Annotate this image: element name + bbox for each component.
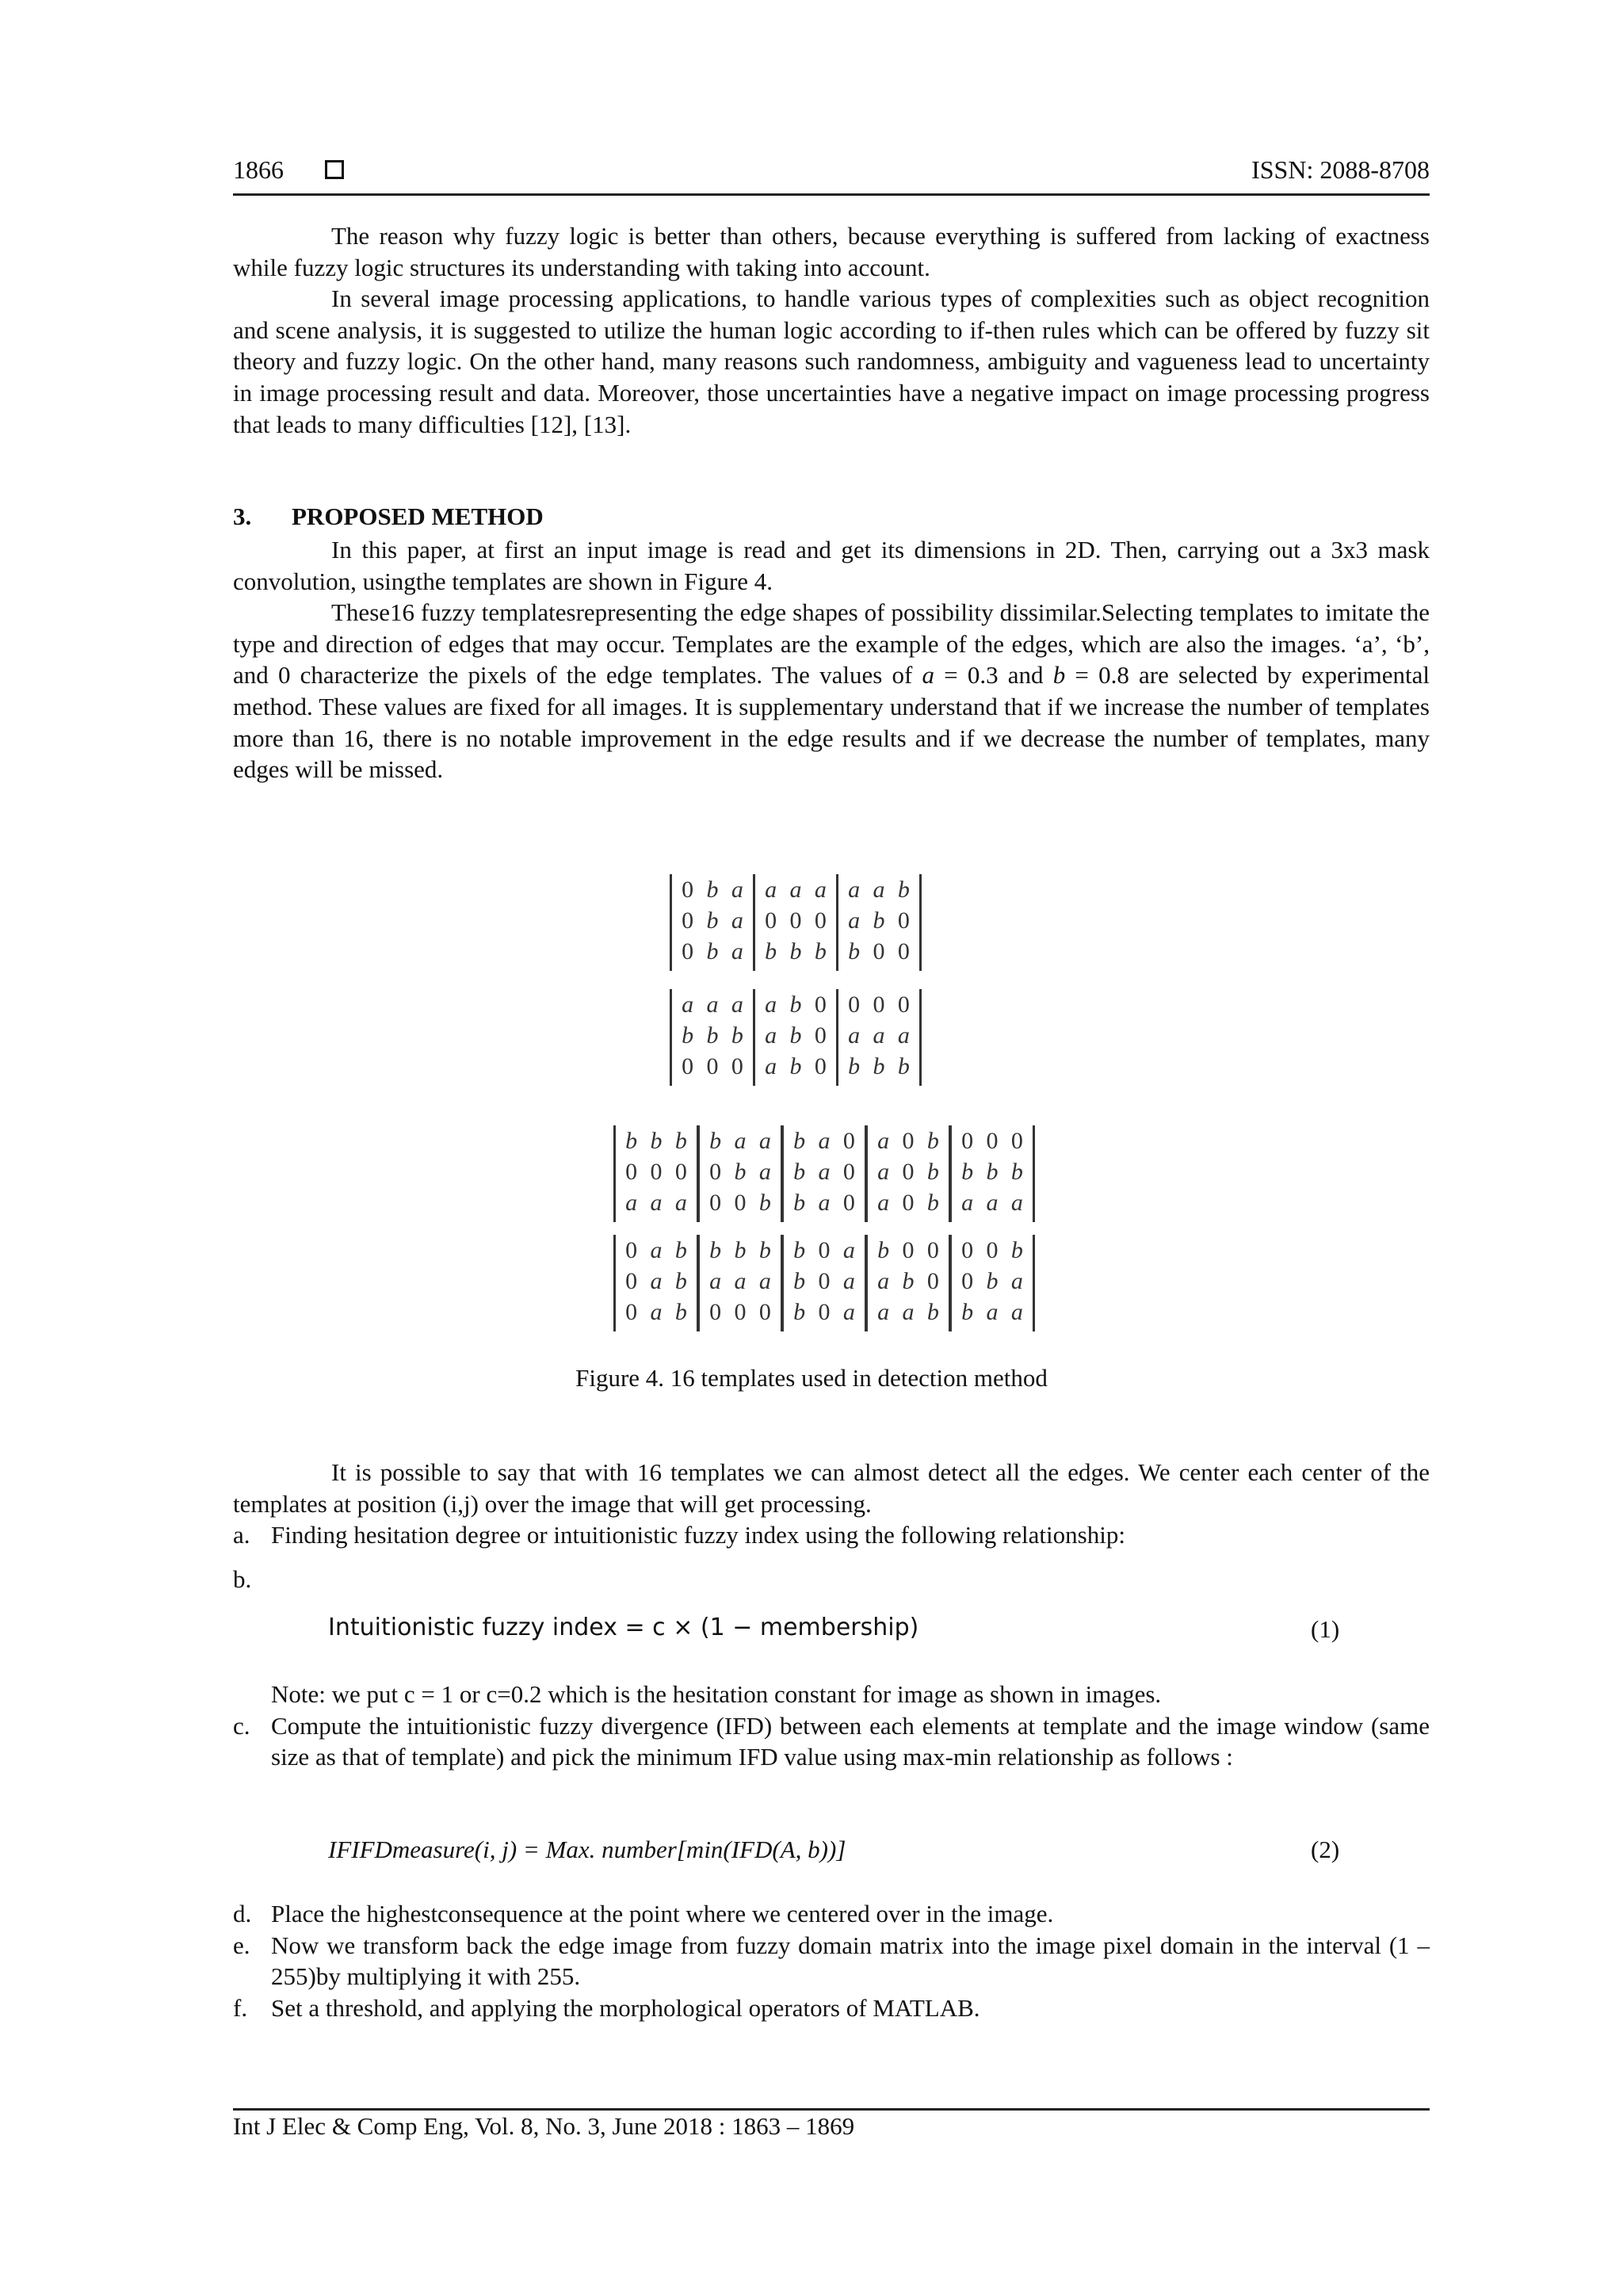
matrix-cell: a	[734, 1127, 747, 1154]
matrix-row	[755, 989, 836, 1020]
matrix-row	[672, 1020, 753, 1051]
matrix-cell: b	[873, 907, 885, 934]
matrix-cell: 0	[682, 938, 694, 965]
matrix-row	[838, 874, 919, 905]
matrix-row	[784, 1187, 865, 1218]
matrix-row	[952, 1235, 1033, 1266]
matrix-cell: a	[731, 876, 743, 903]
matrix-cell: b	[706, 907, 719, 934]
steps-list-top	[233, 1519, 1430, 1595]
matrix-cell: 0	[902, 1236, 915, 1263]
matrix-row	[700, 1156, 781, 1187]
equation-2-number: (2)	[1311, 1836, 1340, 1863]
intro-paragraph-1: The reason why fuzzy logic is better than others, because everything is suffered from lacking of exactness while fuzzy logic structures its understanding with taking into account.	[233, 222, 1430, 281]
matrix-cell: a	[1010, 1189, 1023, 1216]
matrix-cell: 0	[814, 1052, 827, 1079]
matrix-row	[616, 1125, 697, 1156]
matrix-cell: 0	[842, 1127, 855, 1154]
section-paragraph-2	[233, 597, 1430, 785]
matrix-cell: a	[765, 1022, 777, 1049]
matrix-cell: b	[793, 1189, 806, 1216]
matrix-cell: b	[814, 938, 827, 965]
matrix-cell: b	[961, 1158, 974, 1185]
matrix-cell: b	[706, 938, 719, 965]
after-figure-paragraph: It is possible to say that with 16 templates we can almost detect all the edges. We center each center of the templates at position (i,j) over the image that will get processing.	[233, 1458, 1430, 1518]
matrix-row	[838, 989, 919, 1020]
matrix-cell: b	[1010, 1236, 1023, 1263]
section-paragraph-2-end: are selected by experimental method. These values are fixed for all images. It is supplementary understand that if we increase the number of templates more than 16, there is no notable improvement in the edge results and if we decrease the number of templates, many edges will be missed.	[233, 661, 1430, 784]
matrix-cell: b	[789, 991, 802, 1018]
matrix-cell: a	[731, 938, 743, 965]
template-matrix-10	[865, 1125, 951, 1222]
step-e	[233, 1930, 1430, 1992]
matrix-cell: b	[709, 1127, 722, 1154]
matrix-cell: b	[765, 938, 777, 965]
matrix-cell: b	[926, 1189, 939, 1216]
matrix-row	[868, 1297, 949, 1328]
matrix-cell: b	[793, 1267, 806, 1294]
matrix-cell: a	[674, 1189, 687, 1216]
matrix-cell: a	[818, 1127, 831, 1154]
matrix-cell: 0	[758, 1298, 771, 1325]
template-matrix-7	[613, 1125, 699, 1222]
matrix-cell: a	[682, 991, 694, 1018]
matrix-cell: 0	[902, 1158, 915, 1185]
matrix-cell: 0	[814, 991, 827, 1018]
intro-text	[233, 220, 1430, 440]
equation-1: Intuitionistic fuzzy index = c × (1 − membership)	[328, 1614, 919, 1641]
template-matrix-6	[836, 989, 922, 1086]
matrix-cell: a	[986, 1189, 999, 1216]
intro-paragraph-2: In several image processing applications, to handle various types of complexities such as object recognition and scene analysis, it is suggested to utilize the human logic according to if-then rules which can be offered by fuzzy sit theory and fuzzy logic. On the other hand, many reasons such randomness, ambiguity and vagueness lead to uncertainty in image processing result and data. Moreover, those uncertainties have a negative impact on image processing progress that leads to many difficulties [12], [13].	[233, 285, 1430, 438]
matrix-cell: b	[706, 1022, 719, 1049]
matrix-row	[755, 905, 836, 936]
matrix-cell: b	[706, 876, 719, 903]
matrix-cell: a	[897, 1022, 910, 1049]
matrix-cell: b	[789, 1052, 802, 1079]
matrix-cell: 0	[814, 907, 827, 934]
matrix-cell: b	[789, 938, 802, 965]
matrix-cell: b	[758, 1236, 771, 1263]
matrix-cell: 0	[814, 1022, 827, 1049]
matrix-row	[616, 1297, 697, 1328]
matrix-cell: 0	[897, 991, 910, 1018]
matrix-cell: 0	[897, 907, 910, 934]
matrix-cell: 0	[902, 1127, 915, 1154]
matrix-cell: 0	[961, 1267, 974, 1294]
matrix-cell: b	[873, 1052, 885, 1079]
step-f	[233, 1992, 1430, 2024]
step-c-text: Compute the intuitionistic fuzzy divergence (IFD) between each elements at template and the image window (same size as that of template) and pick the minimum IFD value using max-min relationship as follows :	[271, 1711, 1430, 1771]
template-matrix-13	[697, 1235, 783, 1331]
matrix-row	[672, 989, 753, 1020]
matrix-cell: a	[765, 876, 777, 903]
matrix-cell: 0	[709, 1189, 722, 1216]
note-text: Note: we put c = 1 or c=0.2 which is the hesitation constant for image as shown in images.	[271, 1680, 1162, 1708]
matrix-row	[672, 1051, 753, 1082]
matrix-cell: a	[877, 1158, 890, 1185]
matrix-cell: 0	[818, 1267, 831, 1294]
template-matrix-1	[670, 874, 755, 971]
step-d	[233, 1898, 1430, 1930]
matrix-row	[672, 936, 753, 967]
section-text	[233, 534, 1430, 785]
matrix-cell: 0	[682, 876, 694, 903]
matrix-cell: 0	[818, 1236, 831, 1263]
step-e-text: Now we transform back the edge image from fuzzy domain matrix into the image pixel domain in the interval (1 – 255)by multiplying it with 255.	[271, 1931, 1430, 1991]
matrix-row	[838, 905, 919, 936]
template-matrix-16	[949, 1235, 1035, 1331]
matrix-row	[838, 1020, 919, 1051]
step-e-label: e.	[233, 1931, 250, 1959]
matrix-cell: a	[731, 907, 743, 934]
matrix-cell: a	[734, 1267, 747, 1294]
matrix-row	[700, 1187, 781, 1218]
matrix-cell: 0	[625, 1158, 638, 1185]
matrix-cell: a	[765, 1052, 777, 1079]
matrix-row	[868, 1156, 949, 1187]
step-b-label: b.	[233, 1564, 252, 1593]
matrix-cell: b	[674, 1127, 687, 1154]
matrix-cell: b	[793, 1158, 806, 1185]
step-c-label: c.	[233, 1711, 250, 1740]
matrix-cell: 0	[986, 1127, 999, 1154]
matrix-cell: a	[902, 1298, 915, 1325]
matrix-cell: a	[848, 876, 861, 903]
matrix-cell: 0	[625, 1236, 638, 1263]
matrix-cell: b	[731, 1022, 743, 1049]
matrix-cell: b	[709, 1236, 722, 1263]
matrix-row	[952, 1266, 1033, 1297]
matrix-row	[755, 1051, 836, 1082]
matrix-cell: b	[682, 1022, 694, 1049]
template-matrix-12	[613, 1235, 699, 1331]
square-box-icon	[325, 160, 344, 179]
matrix-cell: a	[848, 1022, 861, 1049]
footer-citation: Int J Elec & Comp Eng, Vol. 8, No. 3, June 2018 : 1863 – 1869	[233, 2112, 855, 2140]
matrix-row	[784, 1266, 865, 1297]
matrix-cell: b	[961, 1298, 974, 1325]
step-d-text: Place the highestconsequence at the point where we centered over in the image.	[271, 1900, 1054, 1927]
matrix-cell: a	[848, 907, 861, 934]
matrix-cell: 0	[873, 938, 885, 965]
template-matrix-2	[753, 874, 838, 971]
matrix-cell: 0	[926, 1267, 939, 1294]
matrix-cell: a	[731, 991, 743, 1018]
matrix-cell: a	[877, 1298, 890, 1325]
matrix-cell: a	[758, 1267, 771, 1294]
matrix-cell: 0	[848, 991, 861, 1018]
matrix-cell: 0	[986, 1236, 999, 1263]
matrix-cell: a	[818, 1189, 831, 1216]
matrix-cell: b	[926, 1298, 939, 1325]
matrix-row	[784, 1235, 865, 1266]
matrix-cell: a	[842, 1236, 855, 1263]
matrix-cell: 0	[709, 1298, 722, 1325]
matrix-cell: 0	[961, 1236, 974, 1263]
matrix-cell: b	[897, 876, 910, 903]
matrix-cell: a	[1010, 1267, 1023, 1294]
matrix-row	[868, 1266, 949, 1297]
matrix-cell: a	[1010, 1298, 1023, 1325]
matrix-cell: b	[674, 1267, 687, 1294]
step-f-text: Set a threshold, and applying the morphological operators of MATLAB.	[271, 1993, 980, 2022]
matrix-cell: a	[814, 876, 827, 903]
and-word: and	[1007, 661, 1044, 690]
value-b: = 0.8	[1075, 661, 1129, 690]
matrix-row	[868, 1125, 949, 1156]
matrix-cell: a	[706, 991, 719, 1018]
matrix-cell: b	[650, 1127, 663, 1154]
matrix-cell: b	[734, 1158, 747, 1185]
steps-list-middle	[233, 1679, 1430, 1773]
matrix-cell: 0	[818, 1298, 831, 1325]
section-paragraph-2-start: These16 fuzzy templatesrepresenting the edge shapes of possibility dissimilar.Selecting templates to imitate the type and direction of edges that may occur. Templates are the example of the edges, which are also the images. ‘a’, ‘b’, and 0 characterize the pixels of the edge templates. The values of	[233, 598, 1430, 690]
matrix-cell: b	[926, 1158, 939, 1185]
matrix-cell: a	[625, 1189, 638, 1216]
step-a-text: Finding hesitation degree or intuitionistic fuzzy index using the following relationship:	[271, 1521, 1125, 1549]
template-matrix-5	[753, 989, 838, 1086]
matrix-cell: a	[877, 1127, 890, 1154]
matrix-cell: b	[926, 1127, 939, 1154]
matrix-row	[868, 1187, 949, 1218]
matrix-cell: a	[650, 1267, 663, 1294]
matrix-cell: a	[818, 1158, 831, 1185]
footer-rule	[233, 2108, 1430, 2111]
matrix-row	[838, 936, 919, 967]
matrix-cell: b	[902, 1267, 915, 1294]
matrix-cell: a	[758, 1158, 771, 1185]
matrix-cell: 0	[765, 907, 777, 934]
matrix-cell: b	[789, 1022, 802, 1049]
variable-a: a	[922, 661, 934, 690]
matrix-cell: b	[986, 1267, 999, 1294]
matrix-cell: 0	[1010, 1127, 1023, 1154]
matrix-row	[755, 1020, 836, 1051]
value-a: = 0.3	[944, 661, 999, 690]
matrix-cell: 0	[625, 1267, 638, 1294]
matrix-cell: b	[674, 1236, 687, 1263]
matrix-row	[952, 1187, 1033, 1218]
matrix-cell: 0	[734, 1298, 747, 1325]
matrix-cell: b	[793, 1236, 806, 1263]
step-a-label: a.	[233, 1521, 250, 1549]
matrix-cell: 0	[789, 907, 802, 934]
matrix-cell: 0	[961, 1127, 974, 1154]
matrix-cell: b	[1010, 1158, 1023, 1185]
matrix-cell: 0	[650, 1158, 663, 1185]
matrix-row	[784, 1297, 865, 1328]
matrix-cell: 0	[734, 1189, 747, 1216]
matrix-cell: a	[877, 1267, 890, 1294]
matrix-cell: a	[877, 1189, 890, 1216]
matrix-row	[755, 936, 836, 967]
matrix-row	[700, 1125, 781, 1156]
matrix-row	[700, 1235, 781, 1266]
matrix-cell: a	[650, 1298, 663, 1325]
template-matrix-14	[781, 1235, 867, 1331]
matrix-row	[755, 874, 836, 905]
equation-1-number: (1)	[1311, 1615, 1340, 1643]
matrix-cell: 0	[873, 991, 885, 1018]
section-number: 3.	[233, 502, 252, 530]
template-matrix-3	[836, 874, 922, 971]
matrix-cell: a	[873, 1022, 885, 1049]
matrix-cell: 0	[709, 1158, 722, 1185]
matrix-cell: a	[873, 876, 885, 903]
header-rule	[233, 193, 1430, 196]
matrix-cell: a	[961, 1189, 974, 1216]
page-number: 1866	[233, 155, 284, 184]
variable-b: b	[1052, 661, 1066, 690]
template-matrix-8	[697, 1125, 783, 1222]
matrix-row	[672, 874, 753, 905]
matrix-cell: a	[650, 1236, 663, 1263]
template-matrix-9	[781, 1125, 867, 1222]
matrix-row	[952, 1297, 1033, 1328]
matrix-cell: b	[674, 1298, 687, 1325]
section-title: PROPOSED METHOD	[292, 502, 544, 530]
matrix-row	[672, 905, 753, 936]
matrix-cell: b	[986, 1158, 999, 1185]
matrix-cell: a	[709, 1267, 722, 1294]
template-matrix-4	[670, 989, 755, 1086]
matrix-row	[616, 1187, 697, 1218]
matrix-row	[952, 1156, 1033, 1187]
figure-caption: Figure 4. 16 templates used in detection method	[575, 1364, 1048, 1392]
matrix-cell: 0	[926, 1236, 939, 1263]
section-heading	[233, 502, 544, 531]
matrix-cell: a	[650, 1189, 663, 1216]
template-matrix-15	[865, 1235, 951, 1331]
matrix-cell: b	[758, 1189, 771, 1216]
matrix-cell: 0	[682, 1052, 694, 1079]
matrix-row	[868, 1235, 949, 1266]
journal-issn: ISSN: 2088-8708	[1251, 155, 1430, 184]
matrix-row	[616, 1266, 697, 1297]
matrix-cell: a	[986, 1298, 999, 1325]
section-paragraph-1: In this paper, at first an input image is read and get its dimensions in 2D. Then, carrying out a 3x3 mask convolution, usingthe templates are shown in Figure 4.	[233, 536, 1430, 595]
step-f-label: f.	[233, 1993, 248, 2022]
step-c	[233, 1710, 1430, 1773]
matrix-cell: 0	[902, 1189, 915, 1216]
step-a	[233, 1519, 1430, 1551]
matrix-cell: b	[793, 1127, 806, 1154]
matrix-cell: a	[842, 1298, 855, 1325]
matrix-cell: b	[793, 1298, 806, 1325]
matrix-row	[784, 1156, 865, 1187]
steps-list-bottom	[233, 1898, 1430, 2023]
matrix-cell: b	[877, 1236, 890, 1263]
matrix-cell: 0	[706, 1052, 719, 1079]
matrix-cell: a	[842, 1267, 855, 1294]
template-matrix-11	[949, 1125, 1035, 1222]
matrix-cell: b	[625, 1127, 638, 1154]
matrix-row	[952, 1125, 1033, 1156]
matrix-row	[838, 1051, 919, 1082]
matrix-row	[616, 1156, 697, 1187]
step-d-label: d.	[233, 1900, 252, 1927]
matrix-row	[616, 1235, 697, 1266]
matrix-cell: a	[765, 991, 777, 1018]
step-b	[233, 1564, 1430, 1595]
matrix-cell: 0	[682, 907, 694, 934]
after-figure-text	[233, 1457, 1430, 1519]
matrix-cell: a	[789, 876, 802, 903]
matrix-row	[784, 1125, 865, 1156]
matrix-cell: b	[848, 1052, 861, 1079]
matrix-cell: b	[848, 938, 861, 965]
matrix-row	[700, 1297, 781, 1328]
matrix-cell: 0	[897, 938, 910, 965]
matrix-cell: 0	[842, 1189, 855, 1216]
matrix-cell: a	[758, 1127, 771, 1154]
matrix-cell: 0	[731, 1052, 743, 1079]
matrix-cell: b	[734, 1236, 747, 1263]
matrix-row	[700, 1266, 781, 1297]
matrix-cell: b	[897, 1052, 910, 1079]
matrix-cell: 0	[674, 1158, 687, 1185]
note	[233, 1679, 1430, 1710]
equation-2: IFIFDmeasure(i, j) = Max. number[min(IFD(A, b))]	[328, 1836, 846, 1863]
matrix-cell: 0	[842, 1158, 855, 1185]
matrix-cell: 0	[625, 1298, 638, 1325]
